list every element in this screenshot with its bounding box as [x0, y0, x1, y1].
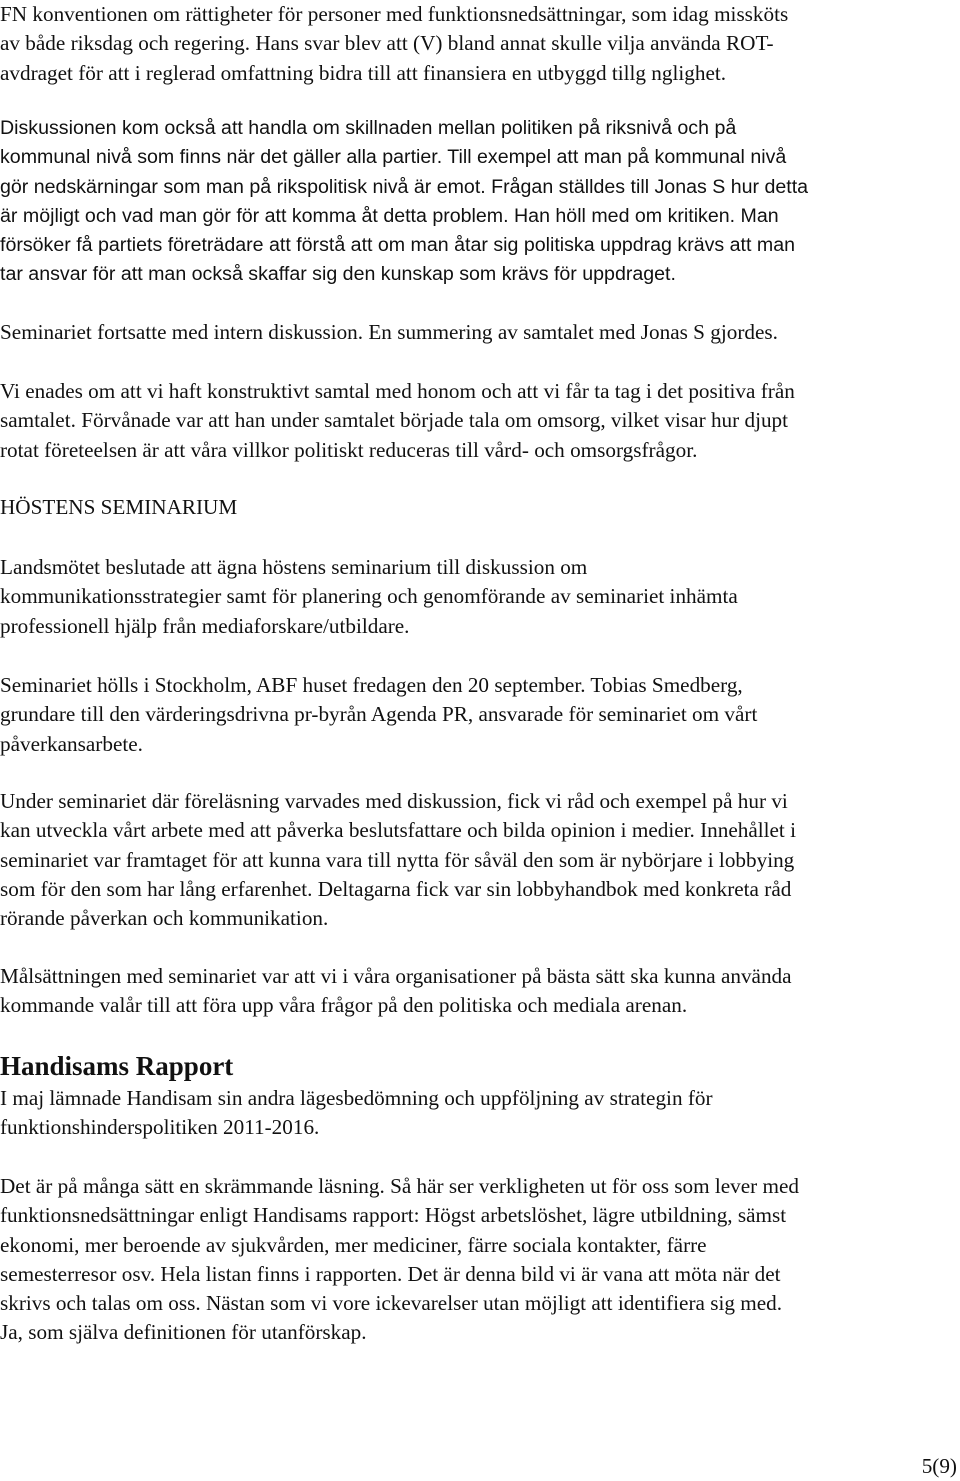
paragraph-landsmotet	[0, 553, 960, 641]
text-line: Seminariet fortsatte med intern diskussion. En summering av samtalet med Jonas S gjordes.	[0, 320, 778, 344]
text-line: ekonomi, mer beroende av sjukvården, mer mediciner, färre sociala kontakter, färre	[0, 1232, 707, 1257]
paragraph-det-ar-pa-manga-satt	[0, 1172, 960, 1348]
paragraph-seminariet-fortsatte	[0, 318, 960, 347]
text-line: Målsättningen med seminariet var att vi i våra organisationer på bästa sätt ska kunna använda	[0, 964, 792, 988]
section-heading-hostens-seminarium: HÖSTENS SEMINARIUM	[0, 495, 238, 519]
text-line: professionell hjälp från mediaforskare/utbildare.	[0, 613, 410, 638]
text-line: semesterresor osv. Hela listan finns i rapporten. Det är denna bild vi är vana att möta när det	[0, 1261, 781, 1286]
text-line: Det är på många sätt en skrämmande läsning. Så här ser verkligheten ut för oss som lever med	[0, 1174, 800, 1198]
text-line: funktionsnedsättningar enligt Handisams rapport: Högst arbetslöshet, lägre utbildning, sämst	[0, 1203, 787, 1228]
paragraph-under-seminariet	[0, 787, 960, 933]
text-line: samtalet. Förvånade var att han under samtalet började tala om omsorg, vilket visar hur djupt	[0, 408, 789, 433]
text-line: gör nedskärningar som man på rikspolitisk nivå är emot. Frågan ställdes till Jonas S hur detta	[0, 175, 809, 198]
text-line: seminariet var framtaget för att kunna vara till nytta för såväl den som är nybörjare i lobbying	[0, 847, 795, 872]
text-line: kommunikationsstrategier samt för planering och genomförande av seminariet inhämta	[0, 584, 738, 609]
text-line: kommande valår till att föra upp våra frågor på den politiska och mediala arenan.	[0, 993, 688, 1018]
text-line: I maj lämnade Handisam sin andra lägesbedömning och uppföljning av strategin för	[0, 1086, 713, 1110]
text-line: skrivs och talas om oss. Nästan som vi vore ickevarelser utan möjligt att identifiera sig med.	[0, 1291, 782, 1316]
text-line: grundare till den värderingsdrivna pr-byrån Agenda PR, ansvarade för seminariet om vårt	[0, 702, 758, 727]
paragraph-fn-konventionen	[0, 0, 960, 88]
text-line: som för den som har lång erfarenhet. Deltagarna fick var sin lobbyhandbok med konkreta råd	[0, 876, 792, 901]
text-line: av både riksdag och regering. Hans svar blev att (V) bland annat skulle vilja använda ROT-	[0, 31, 774, 56]
text-line: försöker få partiets företrädare att förstå att om man åtar sig politiska uppdrag krävs att man	[0, 234, 796, 257]
text-line: tar ansvar för att man också skaffar sig den kunskap som krävs för uppdraget.	[0, 263, 676, 286]
text-line: Vi enades om att vi haft konstruktivt samtal med honom och att vi får ta tag i det positiva från	[0, 379, 795, 403]
text-line: kommunal nivå som finns när det gäller alla partier. Till exempel att man på kommunal nivå	[0, 146, 787, 169]
text-line: kan utveckla vårt arbete med att påverka beslutsfattare och bilda opinion i medier. Innehållet i	[0, 818, 796, 843]
text-line: FN konventionen om rättigheter för personer med funktionsnedsättningar, som idag missköts	[0, 2, 789, 26]
paragraph-malsattningen	[0, 962, 960, 1021]
text-line: funktionshinderspolitiken 2011-2016.	[0, 1115, 320, 1140]
text-line: Seminariet hölls i Stockholm, ABF huset fredagen den 20 september. Tobias Smedberg,	[0, 673, 743, 697]
text-line: rörande påverkan och kommunikation.	[0, 906, 329, 931]
text-line: rotat företeelsen är att våra villkor politiskt reduceras till vård- och omsorgsfrågor.	[0, 437, 698, 462]
page-number: 5(9)	[921, 1454, 957, 1478]
text-line: Under seminariet där föreläsning varvades med diskussion, fick vi råd och exempel på hur vi	[0, 789, 788, 813]
text-line: avdraget för att i reglerad omfattning bidra till att finansiera en utbyggd tillg nglighet.	[0, 60, 727, 85]
text-line: Diskussionen kom också att handla om skillnaden mellan politiken på riksnivå och på	[0, 117, 737, 139]
paragraph-vi-enades	[0, 377, 960, 465]
paragraph-i-maj	[0, 1084, 960, 1143]
section-heading-handisams-rapport: Handisams Rapport	[0, 1051, 234, 1081]
text-line: är möjligt och vad man gör för att komma åt detta problem. Han höll med om kritiken. Man	[0, 204, 779, 227]
text-line: Ja, som själva definitionen för utanförskap.	[0, 1320, 367, 1345]
paragraph-seminariet-holls	[0, 671, 960, 759]
paragraph-diskussionen	[0, 114, 960, 290]
text-line: påverkansarbete.	[0, 731, 143, 756]
text-line: Landsmötet beslutade att ägna höstens seminarium till diskussion om	[0, 555, 588, 579]
